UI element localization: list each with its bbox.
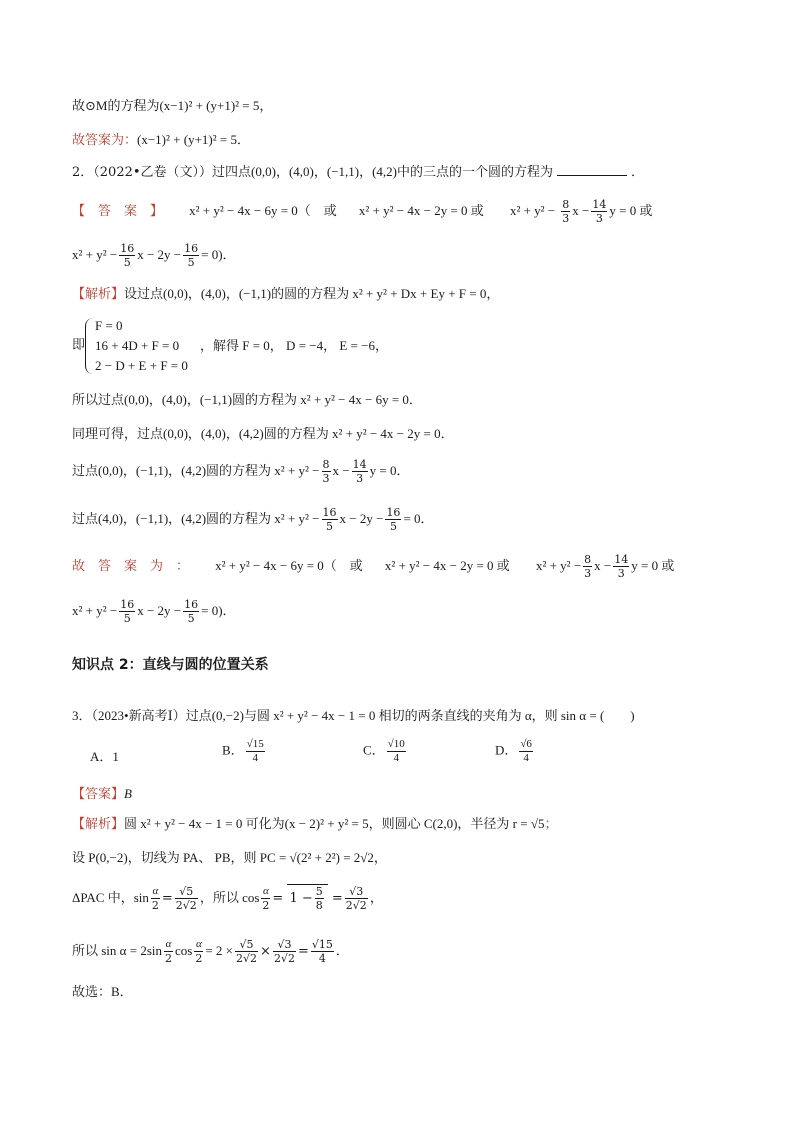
result-line-4: 过点(4,0)，(−1,1)，(4,2)圆的方程为 x² + y² − $\frac{16}{5}$ x − 2y − $\frac{16}{5}$ = 0．: [72, 506, 434, 533]
left-brace: [85, 318, 94, 374]
analysis-label: 【解析】: [72, 287, 125, 302]
answer-label: 【 答 案 】: [72, 204, 164, 219]
fraction: $\frac{16}{5}$: [120, 242, 135, 269]
question-3: 3．（2023•新高考Ⅰ）过点(0,−2)与圆 x² + y² − 4x − 1 = 0 相切的两条直线的夹角为 α，则 sin α = ( ): [72, 708, 635, 723]
option-d: D． $\frac{√6}{4}$: [495, 738, 532, 764]
fraction: $\frac{16}{5}$: [322, 506, 337, 533]
fraction: $\frac{14}{3}$: [592, 198, 607, 225]
final-choice: 故选：B．: [72, 984, 133, 999]
fraction: $\frac{16}{5}$: [184, 242, 199, 269]
line-circle-m-equation: 故⊙M的方程为(x−1)² + (y+1)² = 5，: [72, 98, 273, 113]
final-answer-line-2: x² + y² − $\frac{16}{5}$ x − 2y − $\frac{16}{5}$ = 0)．: [72, 598, 236, 625]
system-label: 即: [72, 338, 86, 353]
result-line-3: 过点(0,0)，(−1,1)，(4,2)圆的方程为 x² + y² − $\frac{8}{3}$ x − $\frac{14}{3}$ y = 0．: [72, 458, 410, 485]
fraction: $\frac{16}{5}$: [184, 598, 199, 625]
question-source: （2022•乙卷（文））: [93, 165, 213, 180]
answer-line-2: x² + y² − $\frac{16}{5}$ x − 2y − $\frac{16}{5}$ = 0)．: [72, 242, 236, 269]
option-b: B． $\frac{√15}{4}$: [222, 738, 264, 764]
answer-blank: [557, 163, 627, 176]
system-eq-2: 16 + 4D + F = 0: [95, 338, 180, 353]
answer-3: 【答案】B: [72, 786, 132, 802]
section-heading: 知识点 2：直线与圆的位置关系: [72, 657, 269, 673]
system-eq-3: 2 − D + E + F = 0: [95, 358, 188, 373]
fraction: $\frac{16}{5}$: [120, 598, 135, 625]
analysis-3-line-2: 设 P(0,−2)，切线为 PA、 PB，则 PC = √(2² + 2²) = 2√2，: [72, 850, 387, 865]
analysis-3-line-1: 【解析】圆 x² + y² − 4x − 1 = 0 可化为(x − 2)² + y² = 5，则圆心 C(2,0)，半径为 r = √5；: [72, 816, 558, 832]
fraction: $\frac{14}{3}$: [352, 458, 367, 485]
fraction: $\frac{14}{3}$: [614, 553, 629, 580]
answer-label: 【答案】: [72, 787, 125, 802]
option-a: A．1: [90, 749, 119, 764]
analysis-3-line-4: 所以 sin α = 2sin $\frac{\alpha}{2}$ cos $\frac{\alpha}{2}$ = 2 × $\frac{√5}{2√2}$ × $\frac{√3}{2√2}$ = $\frac{√15}{4}$ ．: [72, 938, 349, 965]
system-eq-1: F = 0: [95, 318, 123, 333]
fraction: $\frac{8}{3}$: [322, 458, 330, 485]
answer-label: 故答案为：: [72, 133, 138, 148]
system-solution: ，解得 F = 0， D = −4， E = −6，: [200, 338, 388, 353]
analysis-line-1: 【解析】设过点(0,0)，(4,0)，(−1,1)的圆的方程为 x² + y² + Dx + Ey + F = 0，: [72, 286, 500, 302]
question-source: （2023•新高考Ⅰ）: [91, 708, 186, 723]
fraction: $\frac{8}{3}$: [584, 553, 592, 580]
question-number: 2．: [72, 165, 94, 180]
result-line-1: 所以过点(0,0)，(4,0)，(−1,1)圆的方程为 x² + y² − 4x − 6y = 0．: [72, 392, 422, 407]
final-answer-label: 故 答 案 为 ：: [72, 559, 190, 574]
analysis-3-line-3: ΔPAC 中，sin $\frac{\alpha}{2}$ = $\frac{√5}{2√2}$ ，所以 cos $\frac{\alpha}{2}$ = 1 − $\frac{5}{8}$ = $\frac{√3}{2√2}$ ，: [72, 885, 383, 912]
line-answer-1: 故答案为：(x−1)² + (y+1)² = 5．: [72, 132, 250, 148]
fraction: $\frac{16}{5}$: [386, 506, 401, 533]
answer-line-1: 【 答 案 】 x² + y² − 4x − 6y = 0（ 或 x² + y² − 4x − 2y = 0 或 x² + y² − $\frac{8}{3}$ x − $\frac{14}{3}$ y = 0 或: [72, 198, 653, 225]
fraction: $\frac{8}{3}$: [562, 198, 570, 225]
final-answer-line-1: 故 答 案 为 ： x² + y² − 4x − 6y = 0（ 或 x² + y² − 4x − 2y = 0 或 x² + y² − $\frac{8}{3}$ x − $\frac{14}{3}$ y = 0 或: [72, 553, 675, 580]
result-line-2: 同理可得，过点(0,0)，(4,0)，(4,2)圆的方程为 x² + y² − 4x − 2y = 0．: [72, 426, 454, 441]
option-c: C． $\frac{√10}{4}$: [363, 738, 405, 764]
question-2: 2．（2022•乙卷（文））过四点(0,0)，(4,0)，(−1,1)，(4,2)中的三点的一个圆的方程为 ．: [72, 164, 645, 180]
